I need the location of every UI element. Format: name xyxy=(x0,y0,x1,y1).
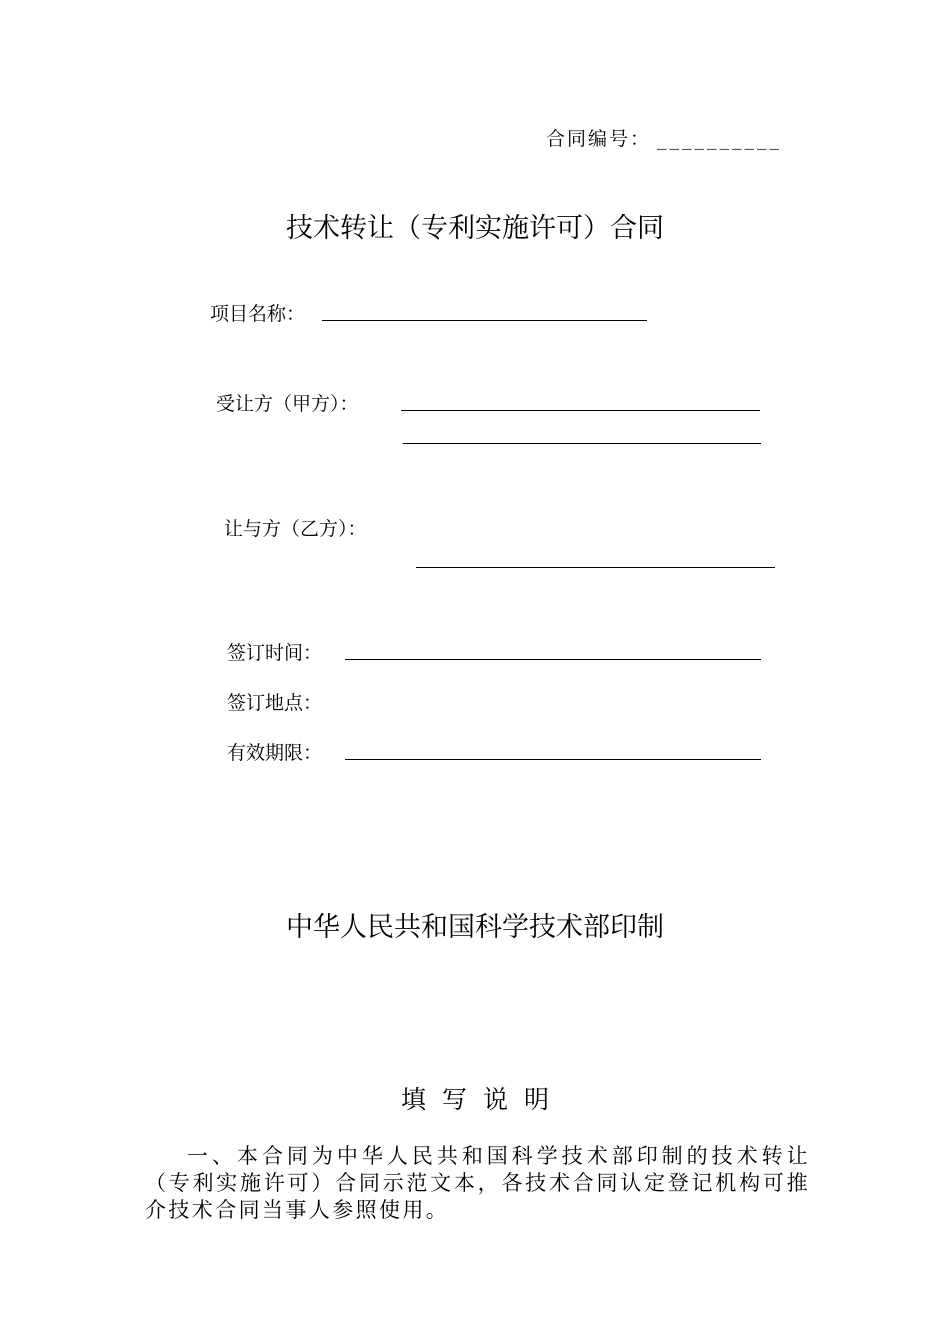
sign-time-label: 签订时间： xyxy=(227,642,323,664)
transferee-label: 受让方（甲方）： xyxy=(216,393,359,415)
transferor-line xyxy=(416,567,775,568)
contract-title: 技术转让（专利实施许可）合同 xyxy=(286,213,664,244)
instructions-title: 填写说明 xyxy=(400,1085,565,1114)
sign-time-line xyxy=(345,659,761,660)
validity-label: 有效期限： xyxy=(227,742,323,764)
validity-line xyxy=(345,759,761,760)
transferee-line-1 xyxy=(401,410,760,411)
issuer-text: 中华人民共和国科学技术部印制 xyxy=(286,912,664,943)
contract-number-label: 合同编号： xyxy=(546,128,652,150)
transferor-label: 让与方（乙方）： xyxy=(224,518,367,540)
sign-place-label: 签订地点： xyxy=(227,692,323,714)
instructions-paragraph-1: 一、本合同为中华人民共和国科学技术部印制的技术转让（专利实施许可）合同示范文本，各技术合同认定登记机构可推介技术合同当事人参照使用。 xyxy=(145,1144,810,1222)
transferee-line-2 xyxy=(403,443,761,444)
project-name-label: 项目名称： xyxy=(210,303,306,325)
contract-number xyxy=(546,124,782,151)
project-name-line xyxy=(322,320,647,321)
contract-number-blank: __________ xyxy=(657,128,783,150)
